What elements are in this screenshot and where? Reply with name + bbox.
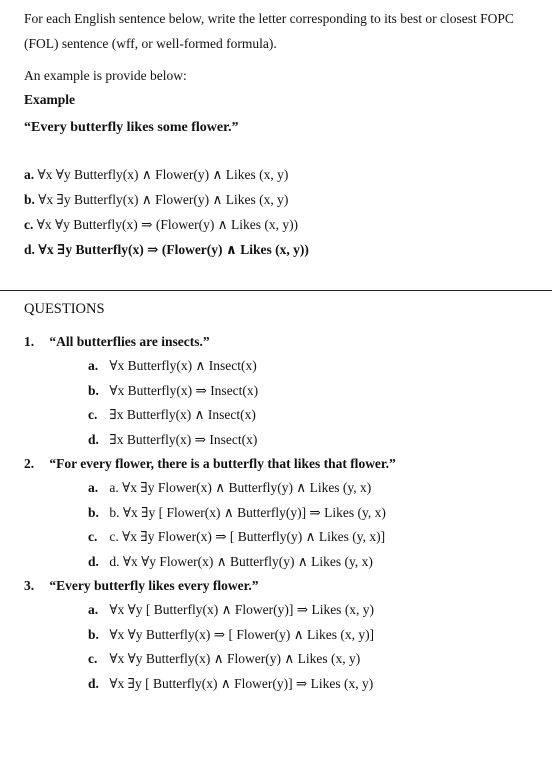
example-option-label: c. (24, 217, 34, 232)
example-options (24, 162, 309, 262)
example-intro-block (24, 64, 544, 112)
option-letter: a. (88, 602, 99, 617)
instructions-line-1: For each English sentence below, write the letter corresponding to its best or closest FOPC (24, 11, 514, 26)
example-option-a (24, 162, 309, 187)
option-letter: a. (88, 358, 99, 373)
option-letter: d. (88, 675, 99, 691)
example-option-label: a. (24, 167, 35, 182)
option-text: ∃x Butterfly(x) ⇒ Insect(x) (109, 431, 258, 447)
question-sentence: “Every butterfly likes every flower.” (49, 578, 259, 593)
instructions-line-2: (FOL) sentence (wff, or well-formed formula). (24, 36, 277, 51)
example-option-text: ∀x ∀y Butterfly(x) ∧ Flower(y) ∧ Likes (x, y) (37, 167, 289, 182)
option-text: d. ∀x ∀y Flower(x) ∧ Butterfly(y) ∧ Likes (y, x) (109, 553, 373, 569)
question-2 (24, 452, 544, 476)
option-letter: b. (88, 626, 99, 642)
example-heading: Example (24, 92, 76, 107)
option-text: c. ∀x ∃y Flower(x) ⇒ [ Butterfly(y) ∧ Likes (y, x)] (109, 529, 386, 544)
question-3-option-d (24, 672, 544, 697)
example-intro: An example is provide below: (24, 68, 187, 83)
question-1-option-a (24, 354, 544, 379)
questions-heading: QUESTIONS (24, 301, 105, 317)
option-letter: c. (88, 651, 98, 666)
option-text: ∀x ∀y Butterfly(x) ⇒ [ Flower(y) ∧ Likes (x, y)] (109, 626, 375, 642)
question-1-option-c (24, 403, 544, 428)
example-option-b (24, 187, 309, 212)
example-option-d (24, 237, 309, 262)
example-sentence: “Every butterfly likes some flower.” (24, 120, 239, 135)
instructions (24, 6, 544, 56)
question-1 (24, 330, 544, 354)
option-letter: c. (88, 529, 98, 544)
option-letter: b. (88, 504, 99, 520)
option-letter: c. (88, 407, 98, 422)
question-2-option-d (24, 550, 544, 575)
example-option-text: ∀x ∃y Butterfly(x) ∧ Flower(y) ∧ Likes (x, y) (38, 192, 289, 207)
question-2-option-c (24, 525, 544, 550)
option-letter: a. (88, 480, 99, 495)
option-letter: d. (88, 553, 99, 569)
option-text: ∀x ∀y [ Butterfly(x) ∧ Flower(y)] ⇒ Likes (x, y) (109, 602, 375, 617)
option-text: ∀x Butterfly(x) ∧ Insect(x) (109, 358, 257, 373)
question-3-option-a (24, 598, 544, 623)
option-letter: b. (88, 382, 99, 398)
option-text: a. ∀x ∃y Flower(x) ∧ Butterfly(y) ∧ Likes (y, x) (109, 480, 372, 495)
question-number: 2. (24, 456, 35, 471)
option-text: ∃x Butterfly(x) ∧ Insect(x) (109, 407, 256, 422)
option-text: b. ∀x ∃y [ Flower(x) ∧ Butterfly(y)] ⇒ Likes (y, x) (109, 504, 386, 520)
example-option-label: b. (24, 192, 35, 207)
question-sentence: “All butterflies are insects.” (49, 334, 210, 349)
section-divider (0, 290, 552, 291)
question-number: 1. (24, 334, 35, 349)
question-3-option-b (24, 623, 544, 648)
question-3-option-c (24, 647, 544, 672)
option-letter: d. (88, 431, 99, 447)
example-option-c (24, 212, 309, 237)
example-option-text: ∀x ∀y Butterfly(x) ⇒ (Flower(y) ∧ Likes (x, y)) (36, 217, 299, 232)
question-3 (24, 574, 544, 598)
option-text: ∀x ∃y [ Butterfly(x) ∧ Flower(y)] ⇒ Likes (x, y) (109, 675, 374, 691)
question-1-option-b (24, 379, 544, 404)
question-2-option-b (24, 501, 544, 526)
example-option-label: d. (24, 242, 35, 257)
question-1-option-d (24, 428, 544, 453)
option-text: ∀x Butterfly(x) ⇒ Insect(x) (109, 382, 259, 398)
example-option-text: ∀x ∃y Butterfly(x) ⇒ (Flower(y) ∧ Likes (x, y)) (38, 242, 309, 257)
question-sentence: “For every flower, there is a butterfly that likes that flower.” (49, 456, 396, 471)
question-2-option-a (24, 476, 544, 501)
question-number: 3. (24, 578, 35, 593)
questions-list (24, 330, 544, 696)
option-text: ∀x ∀y Butterfly(x) ∧ Flower(y) ∧ Likes (x, y) (109, 651, 361, 666)
